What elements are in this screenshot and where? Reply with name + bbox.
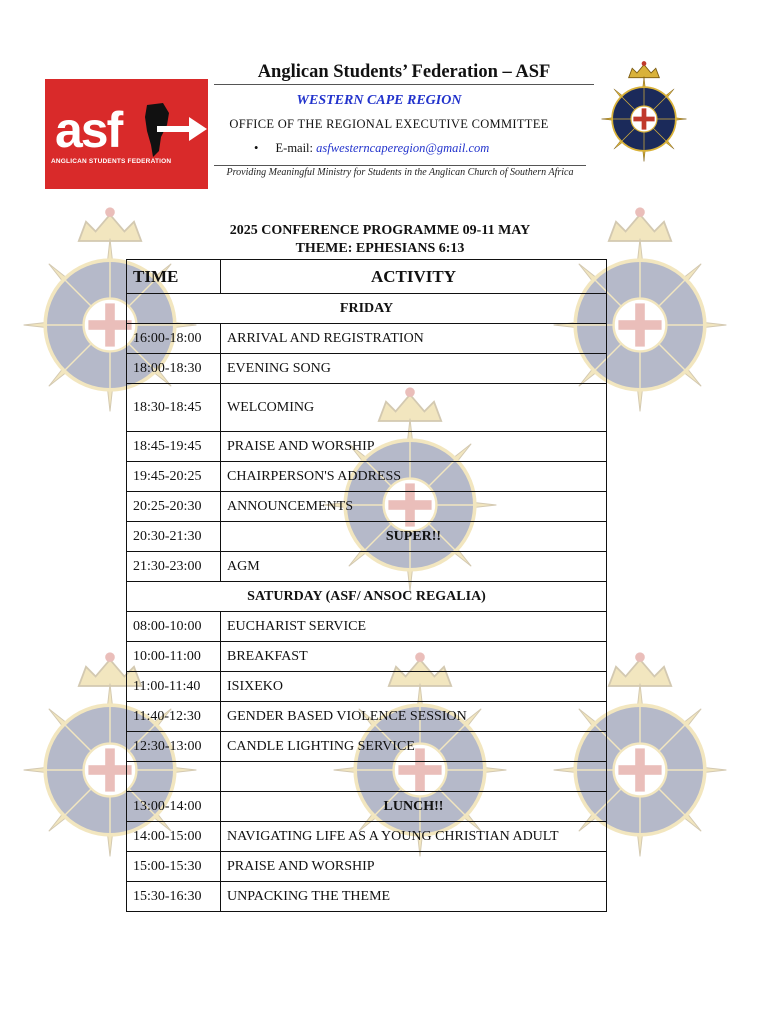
table-row [127, 882, 607, 912]
activity-cell: ISIXEKO [221, 672, 607, 702]
table-row [127, 612, 607, 642]
table-row [127, 384, 607, 432]
office-name: OFFICE OF THE REGIONAL EXECUTIVE COMMITTEE [229, 117, 549, 131]
activity-cell: NAVIGATING LIFE AS A YOUNG CHRISTIAN ADULT [221, 822, 607, 852]
region-name: WESTERN CAPE REGION [296, 93, 462, 108]
time-cell: 15:00-15:30 [127, 852, 221, 882]
time-cell: 18:45-19:45 [127, 432, 221, 462]
activity-cell [221, 762, 607, 792]
activity-cell: ANNOUNCEMENTS [221, 492, 607, 522]
activity-cell: CHAIRPERSON'S ADDRESS [221, 462, 607, 492]
table-row [127, 552, 607, 582]
organisation-title: Anglican Students’ Federation – ASF [257, 62, 551, 82]
time-cell: 08:00-10:00 [127, 612, 221, 642]
email-line [254, 141, 489, 156]
table-row [127, 522, 607, 552]
time-cell: 13:00-14:00 [127, 792, 221, 822]
programme-title: 2025 CONFERENCE PROGRAMME 09-11 MAY [229, 223, 531, 238]
time-cell: 19:45-20:25 [127, 462, 221, 492]
table-row [127, 462, 607, 492]
time-cell: 16:00-18:00 [127, 324, 221, 354]
table-row [127, 642, 607, 672]
activity-cell: LUNCH!! [221, 792, 607, 822]
table-row [127, 702, 607, 732]
table-row [127, 492, 607, 522]
activity-cell: AGM [221, 552, 607, 582]
header-divider [214, 84, 594, 85]
day-heading: SATURDAY (ASF/ ANSOC REGALIA) [127, 582, 607, 612]
time-cell: 18:30-18:45 [127, 384, 221, 432]
logo-text: asf [55, 102, 122, 158]
activity-cell: WELCOMING [221, 384, 607, 432]
activity-cell: EUCHARIST SERVICE [221, 612, 607, 642]
column-header-time: TIME [127, 260, 221, 294]
table-row [127, 792, 607, 822]
arrow-right-icon [157, 117, 207, 141]
email-bullet: • [254, 141, 259, 155]
activity-cell: SUPER!! [221, 522, 607, 552]
time-cell: 12:30-13:00 [127, 732, 221, 762]
logo-subtext: ANGLICAN STUDENTS FEDERATION [51, 158, 172, 165]
compass-rose-crest-icon [583, 60, 705, 178]
asf-logo [45, 79, 208, 189]
day-heading: FRIDAY [127, 294, 607, 324]
time-cell: 20:30-21:30 [127, 522, 221, 552]
time-cell: 11:40-12:30 [127, 702, 221, 732]
time-cell: 15:30-16:30 [127, 882, 221, 912]
activity-cell: BREAKFAST [221, 642, 607, 672]
time-cell: 10:00-11:00 [127, 642, 221, 672]
time-cell: 11:00-11:40 [127, 672, 221, 702]
activity-cell: CANDLE LIGHTING SERVICE [221, 732, 607, 762]
header-divider [214, 165, 586, 166]
section-row [127, 294, 607, 324]
table-row [127, 762, 607, 792]
table-row [127, 852, 607, 882]
activity-cell: UNPACKING THE THEME [221, 882, 607, 912]
column-header-activity: ACTIVITY [221, 260, 607, 294]
table-row [127, 324, 607, 354]
table-row [127, 732, 607, 762]
programme-theme: THEME: EPHESIANS 6:13 [295, 241, 465, 256]
time-cell: 20:25-20:30 [127, 492, 221, 522]
section-row [127, 582, 607, 612]
tagline: Providing Meaningful Ministry for Students in the Anglican Church of Southern Africa [226, 167, 574, 178]
activity-cell: ARRIVAL AND REGISTRATION [221, 324, 607, 354]
table-row [127, 672, 607, 702]
schedule-table [126, 259, 607, 912]
email-label: E-mail: [275, 141, 314, 155]
table-row [127, 354, 607, 384]
table-row [127, 822, 607, 852]
activity-cell: PRAISE AND WORSHIP [221, 852, 607, 882]
activity-cell: EVENING SONG [221, 354, 607, 384]
time-cell: 18:00-18:30 [127, 354, 221, 384]
time-cell: 21:30-23:00 [127, 552, 221, 582]
activity-cell: GENDER BASED VIOLENCE SESSION [221, 702, 607, 732]
activity-cell: PRAISE AND WORSHIP [221, 432, 607, 462]
time-cell [127, 762, 221, 792]
table-row [127, 432, 607, 462]
email-link[interactable]: asfwesterncaperegion@gmail.com [316, 141, 490, 155]
time-cell: 14:00-15:00 [127, 822, 221, 852]
schedule-body [127, 294, 607, 912]
